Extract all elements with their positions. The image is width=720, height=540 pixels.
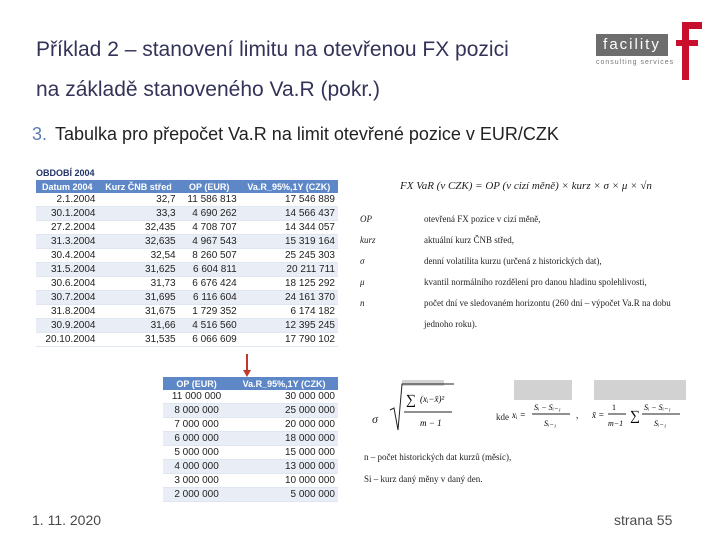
- history-table-cell: 14 344 057: [240, 221, 338, 235]
- logo-tagline: consulting services: [596, 59, 675, 66]
- svg-text:xᵢ =: xᵢ =: [512, 410, 526, 420]
- history-table-cell: 31.8.2004: [36, 305, 98, 319]
- limit-table-cell: 4 000 000: [163, 460, 230, 474]
- down-arrow-icon: [242, 354, 252, 378]
- limit-table-cell: 20 000 000: [230, 418, 338, 432]
- limit-table-cell: 18 000 000: [230, 432, 338, 446]
- history-table-cell: 31,675: [98, 305, 178, 319]
- limit-table-cell: 5 000 000: [230, 488, 338, 502]
- history-table-cell: 17 790 102: [240, 333, 338, 347]
- s-description: Si – kurz daný měny v daný den.: [364, 474, 483, 484]
- history-table-row: [36, 221, 338, 235]
- limit-table-row: [163, 460, 338, 474]
- slide-title: [36, 30, 596, 110]
- mean-formula-graphic: [592, 398, 702, 432]
- limit-table-cell: 30 000 000: [230, 390, 338, 404]
- history-table-cell: 20 211 711: [240, 263, 338, 277]
- legend-symbol: OP: [360, 214, 372, 224]
- footer-page-number: strana 55: [614, 512, 673, 528]
- svg-text:Sᵢ − Sᵢ₋₁: Sᵢ − Sᵢ₋₁: [644, 403, 671, 412]
- svg-text:Sᵢ − Sᵢ₋₁: Sᵢ − Sᵢ₋₁: [534, 403, 561, 412]
- limit-table-header-cell: Va.R_95%,1Y (CZK): [230, 377, 338, 390]
- section-heading: [32, 124, 559, 145]
- slide-title-line-1: Příklad 2 – stanovení limitu na otevřenou FX pozici: [36, 38, 509, 61]
- history-table-body: [36, 193, 338, 347]
- history-table-cell: 30.7.2004: [36, 291, 98, 305]
- legend-description: aktuální kurz ČNB střed,: [424, 235, 514, 245]
- history-table-row: [36, 305, 338, 319]
- limit-table: [163, 377, 338, 502]
- history-table-cell: 6 174 182: [240, 305, 338, 319]
- history-table-cell: 33,3: [98, 207, 178, 221]
- formula-box-left: [514, 380, 572, 400]
- limit-table-header-cell: OP (EUR): [163, 377, 230, 390]
- legend-symbol: σ: [360, 256, 365, 266]
- history-table-cell: 11 586 813: [179, 193, 240, 207]
- history-table-row: [36, 235, 338, 249]
- sigma-formula-graphic: [388, 380, 458, 436]
- facility-logo: [596, 18, 706, 78]
- limit-table-row: [163, 432, 338, 446]
- limit-table-row: [163, 404, 338, 418]
- limit-table-header-row: [163, 377, 338, 390]
- history-table-cell: 32,54: [98, 249, 178, 263]
- history-table-cell: 31,73: [98, 277, 178, 291]
- history-table: [36, 166, 338, 347]
- history-table-cell: 31,535: [98, 333, 178, 347]
- history-table-cell: 32,635: [98, 235, 178, 249]
- history-table-cell: 30.6.2004: [36, 277, 98, 291]
- section-heading-text: Tabulka pro přepočet Va.R na limit otevřené pozice v EUR/CZK: [55, 124, 559, 144]
- history-table-header-cell: Datum 2004: [36, 180, 98, 193]
- history-table-cell: 4 690 262: [179, 207, 240, 221]
- limit-table-grid: [163, 377, 338, 502]
- limit-table-cell: 6 000 000: [163, 432, 230, 446]
- history-table-cell: 18 125 292: [240, 277, 338, 291]
- history-table-cell: 6 116 604: [179, 291, 240, 305]
- limit-table-cell: 13 000 000: [230, 460, 338, 474]
- limit-table-cell: 2 000 000: [163, 488, 230, 502]
- limit-table-body: [163, 390, 338, 502]
- var-formula: FX VaR (v CZK) = OP (v cizí měně) × kurz × σ × μ × √n: [400, 180, 652, 192]
- svg-text:(xᵢ−x̄)²: (xᵢ−x̄)²: [420, 394, 445, 404]
- history-table-header-cell: OP (EUR): [179, 180, 240, 193]
- history-table-cell: 31.3.2004: [36, 235, 98, 249]
- legend-description: kvantil normálního rozdělení pro danou hladinu spolehlivosti,: [424, 277, 647, 287]
- history-table-row: [36, 277, 338, 291]
- legend-symbol: n: [360, 298, 365, 308]
- logo-wordmark: facility: [596, 34, 668, 56]
- limit-table-cell: 11 000 000: [163, 390, 230, 404]
- kde-label: kde: [496, 412, 509, 422]
- history-table-cell: 15 319 164: [240, 235, 338, 249]
- period-label: OBDOBÍ 2004: [36, 168, 95, 178]
- history-table-cell: 4 967 543: [179, 235, 240, 249]
- history-table-cell: 4 708 707: [179, 221, 240, 235]
- history-table-cell: 27.2.2004: [36, 221, 98, 235]
- history-table-row: [36, 319, 338, 333]
- limit-table-cell: 10 000 000: [230, 474, 338, 488]
- slide-title-line-2: na základě stanoveného Va.R (pokr.): [36, 78, 380, 101]
- legend-description: jednoho roku).: [424, 319, 477, 329]
- svg-text:m − 1: m − 1: [420, 418, 442, 428]
- limit-table-row: [163, 418, 338, 432]
- history-table-row: [36, 333, 338, 347]
- history-table-cell: 32,435: [98, 221, 178, 235]
- history-table-cell: 31,625: [98, 263, 178, 277]
- history-table-cell: 30.1.2004: [36, 207, 98, 221]
- history-table-cell: 20.10.2004: [36, 333, 98, 347]
- history-table-grid: [36, 180, 338, 347]
- history-table-cell: 17 546 889: [240, 193, 338, 207]
- history-table-cell: 31.5.2004: [36, 263, 98, 277]
- history-table-cell: 8 260 507: [179, 249, 240, 263]
- history-table-cell: 6 676 424: [179, 277, 240, 291]
- limit-table-cell: 5 000 000: [163, 446, 230, 460]
- limit-table-row: [163, 488, 338, 502]
- history-table-row: [36, 291, 338, 305]
- history-table-cell: 24 161 370: [240, 291, 338, 305]
- svg-text:m−1: m−1: [608, 419, 624, 428]
- legend-description: počet dní ve sledovaném horizontu (260 dní – výpočet Va.R na dobu: [424, 298, 671, 308]
- legend-symbol: kurz: [360, 235, 376, 245]
- history-table-row: [36, 263, 338, 277]
- history-table-cell: 30.9.2004: [36, 319, 98, 333]
- legend-description: denní volatilita kurzu (určená z historických dat),: [424, 256, 602, 266]
- legend-description: otevřená FX pozice v cizí měně,: [424, 214, 541, 224]
- history-table-cell: 4 516 560: [179, 319, 240, 333]
- svg-text:Sᵢ₋₁: Sᵢ₋₁: [654, 419, 667, 428]
- history-table-cell: 6 066 609: [179, 333, 240, 347]
- limit-table-row: [163, 446, 338, 460]
- limit-table-cell: 3 000 000: [163, 474, 230, 488]
- limit-table-cell: 25 000 000: [230, 404, 338, 418]
- svg-text:,: ,: [576, 410, 579, 420]
- xi-formula-graphic: [512, 398, 584, 432]
- svg-text:Sᵢ₋₁: Sᵢ₋₁: [544, 419, 557, 428]
- svg-text:∑: ∑: [630, 409, 640, 424]
- history-table-row: [36, 193, 338, 207]
- history-table-cell: 30.4.2004: [36, 249, 98, 263]
- n-description: n – počet historických dat kurzů (měsíc),: [364, 452, 512, 462]
- limit-table-row: [163, 474, 338, 488]
- section-number: 3.: [32, 124, 48, 144]
- history-table-cell: 12 395 245: [240, 319, 338, 333]
- limit-table-cell: 15 000 000: [230, 446, 338, 460]
- legend-symbol: μ: [360, 277, 365, 287]
- limit-table-cell: 8 000 000: [163, 404, 230, 418]
- svg-text:1: 1: [612, 403, 616, 412]
- svg-text:∑: ∑: [406, 393, 416, 408]
- history-table-header-cell: Va.R_95%,1Y (CZK): [240, 180, 338, 193]
- history-table-cell: 2.1.2004: [36, 193, 98, 207]
- history-table-cell: 31,66: [98, 319, 178, 333]
- footer-date: 1. 11. 2020: [32, 512, 102, 528]
- history-table-cell: 6 604 811: [179, 263, 240, 277]
- formula-box-right: [594, 380, 686, 400]
- limit-table-cell: 7 000 000: [163, 418, 230, 432]
- logo-f-icon: [674, 18, 704, 80]
- history-table-cell: 1 729 352: [179, 305, 240, 319]
- history-table-cell: 32,7: [98, 193, 178, 207]
- history-table-cell: 25 245 303: [240, 249, 338, 263]
- history-table-header-cell: Kurz ČNB střed: [98, 180, 178, 193]
- limit-table-row: [163, 390, 338, 404]
- history-table-cell: 14 566 437: [240, 207, 338, 221]
- svg-text:x̄ =: x̄ =: [592, 410, 605, 420]
- sigma-label: σ: [372, 412, 378, 426]
- history-table-row: [36, 249, 338, 263]
- history-table-cell: 31,695: [98, 291, 178, 305]
- history-table-row: [36, 207, 338, 221]
- history-table-header-row: [36, 180, 338, 193]
